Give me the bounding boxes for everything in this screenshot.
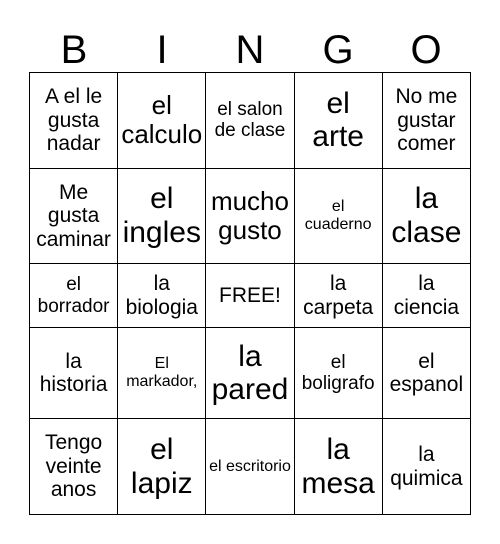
bingo-cell[interactable]: el boligrafo (294, 328, 382, 419)
bingo-cell[interactable]: el cuaderno (294, 168, 382, 264)
bingo-row (30, 73, 471, 169)
bingo-cell[interactable]: la historia (30, 328, 118, 419)
bingo-cell[interactable]: la quimica (382, 419, 470, 515)
bingo-row (30, 328, 471, 419)
header-letter-n: N (235, 28, 265, 72)
bingo-cell[interactable]: la pared (206, 328, 294, 419)
bingo-header (30, 28, 470, 72)
bingo-cell[interactable]: el borrador (30, 264, 118, 328)
bingo-cell[interactable]: Me gusta caminar (30, 168, 118, 264)
bingo-cell[interactable]: la carpeta (294, 264, 382, 328)
bingo-cell[interactable]: FREE! (206, 264, 294, 328)
bingo-cell[interactable]: la ciencia (382, 264, 470, 328)
header-letter-g: G (322, 28, 354, 72)
header-letter-o: O (410, 28, 442, 72)
bingo-cell[interactable]: el calculo (118, 73, 206, 169)
bingo-cell[interactable]: el ingles (118, 168, 206, 264)
bingo-cell[interactable]: el salon de clase (206, 73, 294, 169)
header-letter-i: I (156, 28, 168, 72)
bingo-cell[interactable]: Tengo veinte anos (30, 419, 118, 515)
bingo-cell[interactable]: el escritorio (206, 419, 294, 515)
header-letter-b: B (60, 28, 88, 72)
bingo-card (29, 72, 471, 515)
bingo-cell[interactable]: mucho gusto (206, 168, 294, 264)
bingo-cell[interactable]: No me gustar comer (382, 73, 470, 169)
bingo-row (30, 264, 471, 328)
bingo-cell[interactable]: el arte (294, 73, 382, 169)
bingo-cell[interactable]: la biologia (118, 264, 206, 328)
bingo-row (30, 419, 471, 515)
bingo-cell[interactable]: el lapiz (118, 419, 206, 515)
bingo-cell[interactable]: el espanol (382, 328, 470, 419)
bingo-cell[interactable]: la clase (382, 168, 470, 264)
bingo-cell[interactable]: la mesa (294, 419, 382, 515)
bingo-cell[interactable]: El markador, (118, 328, 206, 419)
bingo-row (30, 168, 471, 264)
bingo-cell[interactable]: A el le gusta nadar (30, 73, 118, 169)
